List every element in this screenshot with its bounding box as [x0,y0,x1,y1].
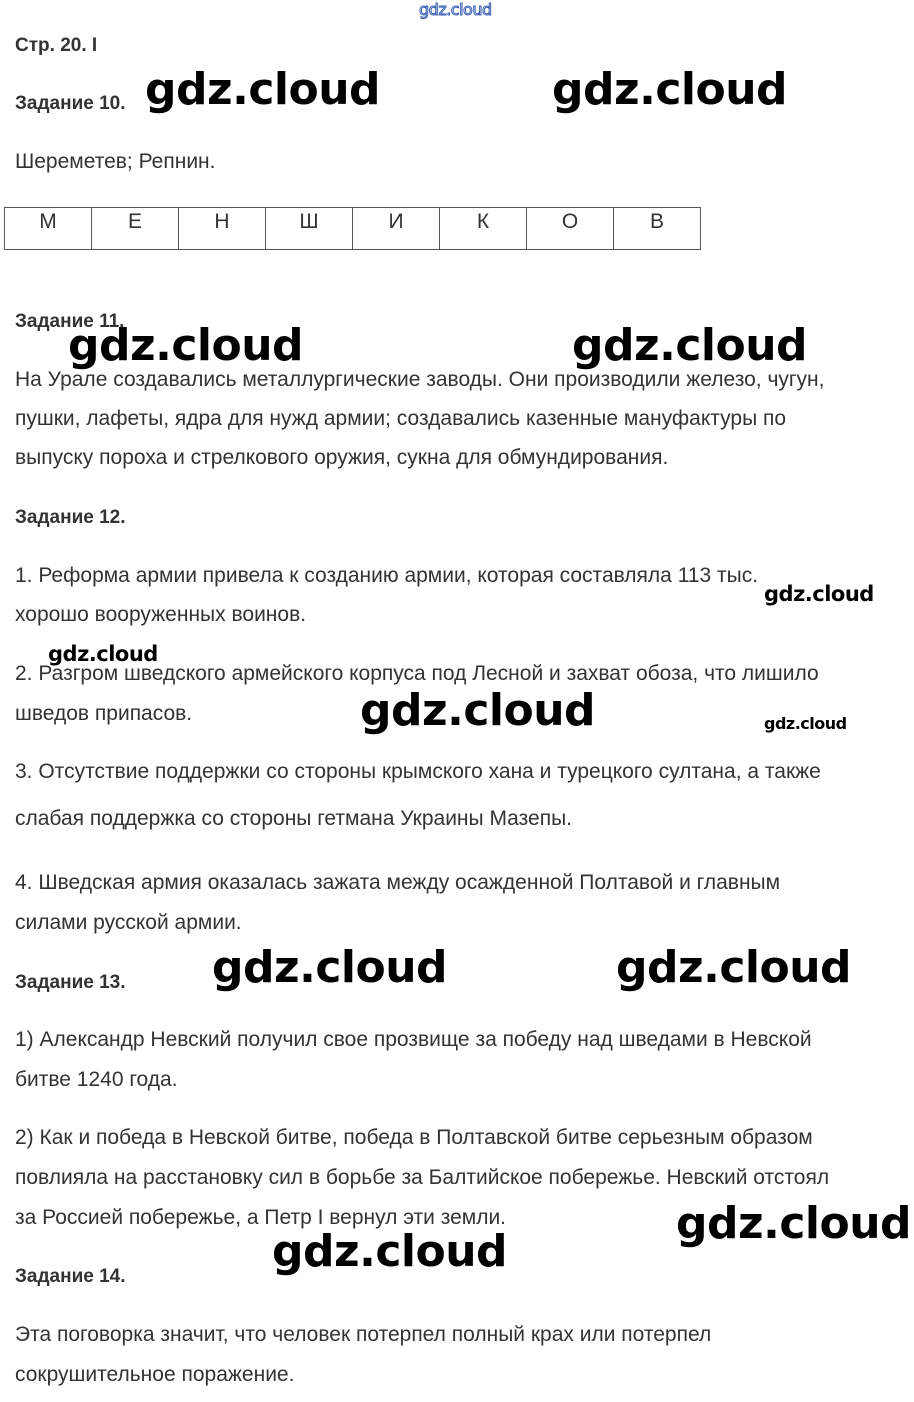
watermark: gdz.cloud [616,942,852,993]
watermark: gdz.cloud [212,942,448,993]
watermark: gdz.cloud [272,1226,508,1277]
task12-heading: Задание 12. [15,507,126,528]
watermark: gdz.cloud [572,320,808,371]
task13-item2-line: 2) Как и победа в Невской битве, победа в Полтавской битве серьезным образом [15,1126,813,1149]
task13-item1-line: 1) Александр Невский получил свое прозвище за победу над шведами в Невской [15,1028,812,1051]
watermark-top: gdz.cloud [419,0,492,19]
task13-item2-line: повлияла на расстановку сил в борьбе за Балтийское побережье. Невский отстоял [15,1166,830,1189]
task11-line: выпуску пороха и стрелкового оружия, сукна для обмундирования. [15,446,669,469]
task12-item4-line: силами русской армии. [15,911,242,934]
letter-cell: В [614,208,701,250]
letter-cell: И [353,208,440,250]
crossword-letters-table [4,207,701,250]
task12-item2-line: 2. Разгром шведского армейского корпуса под Лесной и захват обоза, что лишило [15,662,819,685]
letter-cell: Ш [266,208,353,250]
watermark: gdz.cloud [676,1198,912,1249]
task12-item1-line: 1. Реформа армии привела к созданию армии, которая составляла 113 тыс. [15,564,759,587]
letter-cell: Е [92,208,179,250]
task13-heading: Задание 13. [15,972,126,993]
task12-item1-line: хорошо вооруженных воинов. [15,603,307,626]
task12-item3-line: 3. Отсутствие поддержки со стороны крымского хана и турецкого султана, а также [15,760,821,783]
letter-cell: К [440,208,527,250]
task14-heading: Задание 14. [15,1266,126,1287]
watermark: gdz.cloud [68,320,304,371]
task12-item4-line: 4. Шведская армия оказалась зажата между осажденной Полтавой и главным [15,871,781,894]
letter-cell: Н [179,208,266,250]
letter-cell: М [5,208,92,250]
task13-item2-line: за Россией побережье, а Петр I вернул эти земли. [15,1206,507,1229]
task12-item3-line: слабая поддержка со стороны гетмана Украины Мазепы. [15,807,572,830]
watermark: gdz.cloud [360,685,596,736]
task11-line: На Урале создавались металлургические заводы. Они производили железо, чугун, [15,368,825,391]
task10-text: Шереметев; Репнин. [15,150,216,173]
task10-heading: Задание 10. [15,93,126,114]
watermark: gdz.cloud [552,64,788,115]
task14-line: сокрушительное поражение. [15,1363,295,1386]
watermark: gdz.cloud [48,642,158,666]
watermark: gdz.cloud [764,714,847,733]
task11-heading: Задание 11. [15,311,125,332]
letter-cell: О [527,208,614,250]
task11-line: пушки, лафеты, ядра для нужд армии; создавались казенные мануфактуры по [15,407,787,430]
watermark: gdz.cloud [764,582,874,606]
page-label: Стр. 20. I [15,35,98,56]
task13-item1-line: битве 1240 года. [15,1068,178,1091]
task12-item2-line: шведов припасов. [15,702,193,725]
task14-line: Эта поговорка значит, что человек потерпел полный крах или потерпел [15,1323,712,1346]
watermark: gdz.cloud [145,64,381,115]
